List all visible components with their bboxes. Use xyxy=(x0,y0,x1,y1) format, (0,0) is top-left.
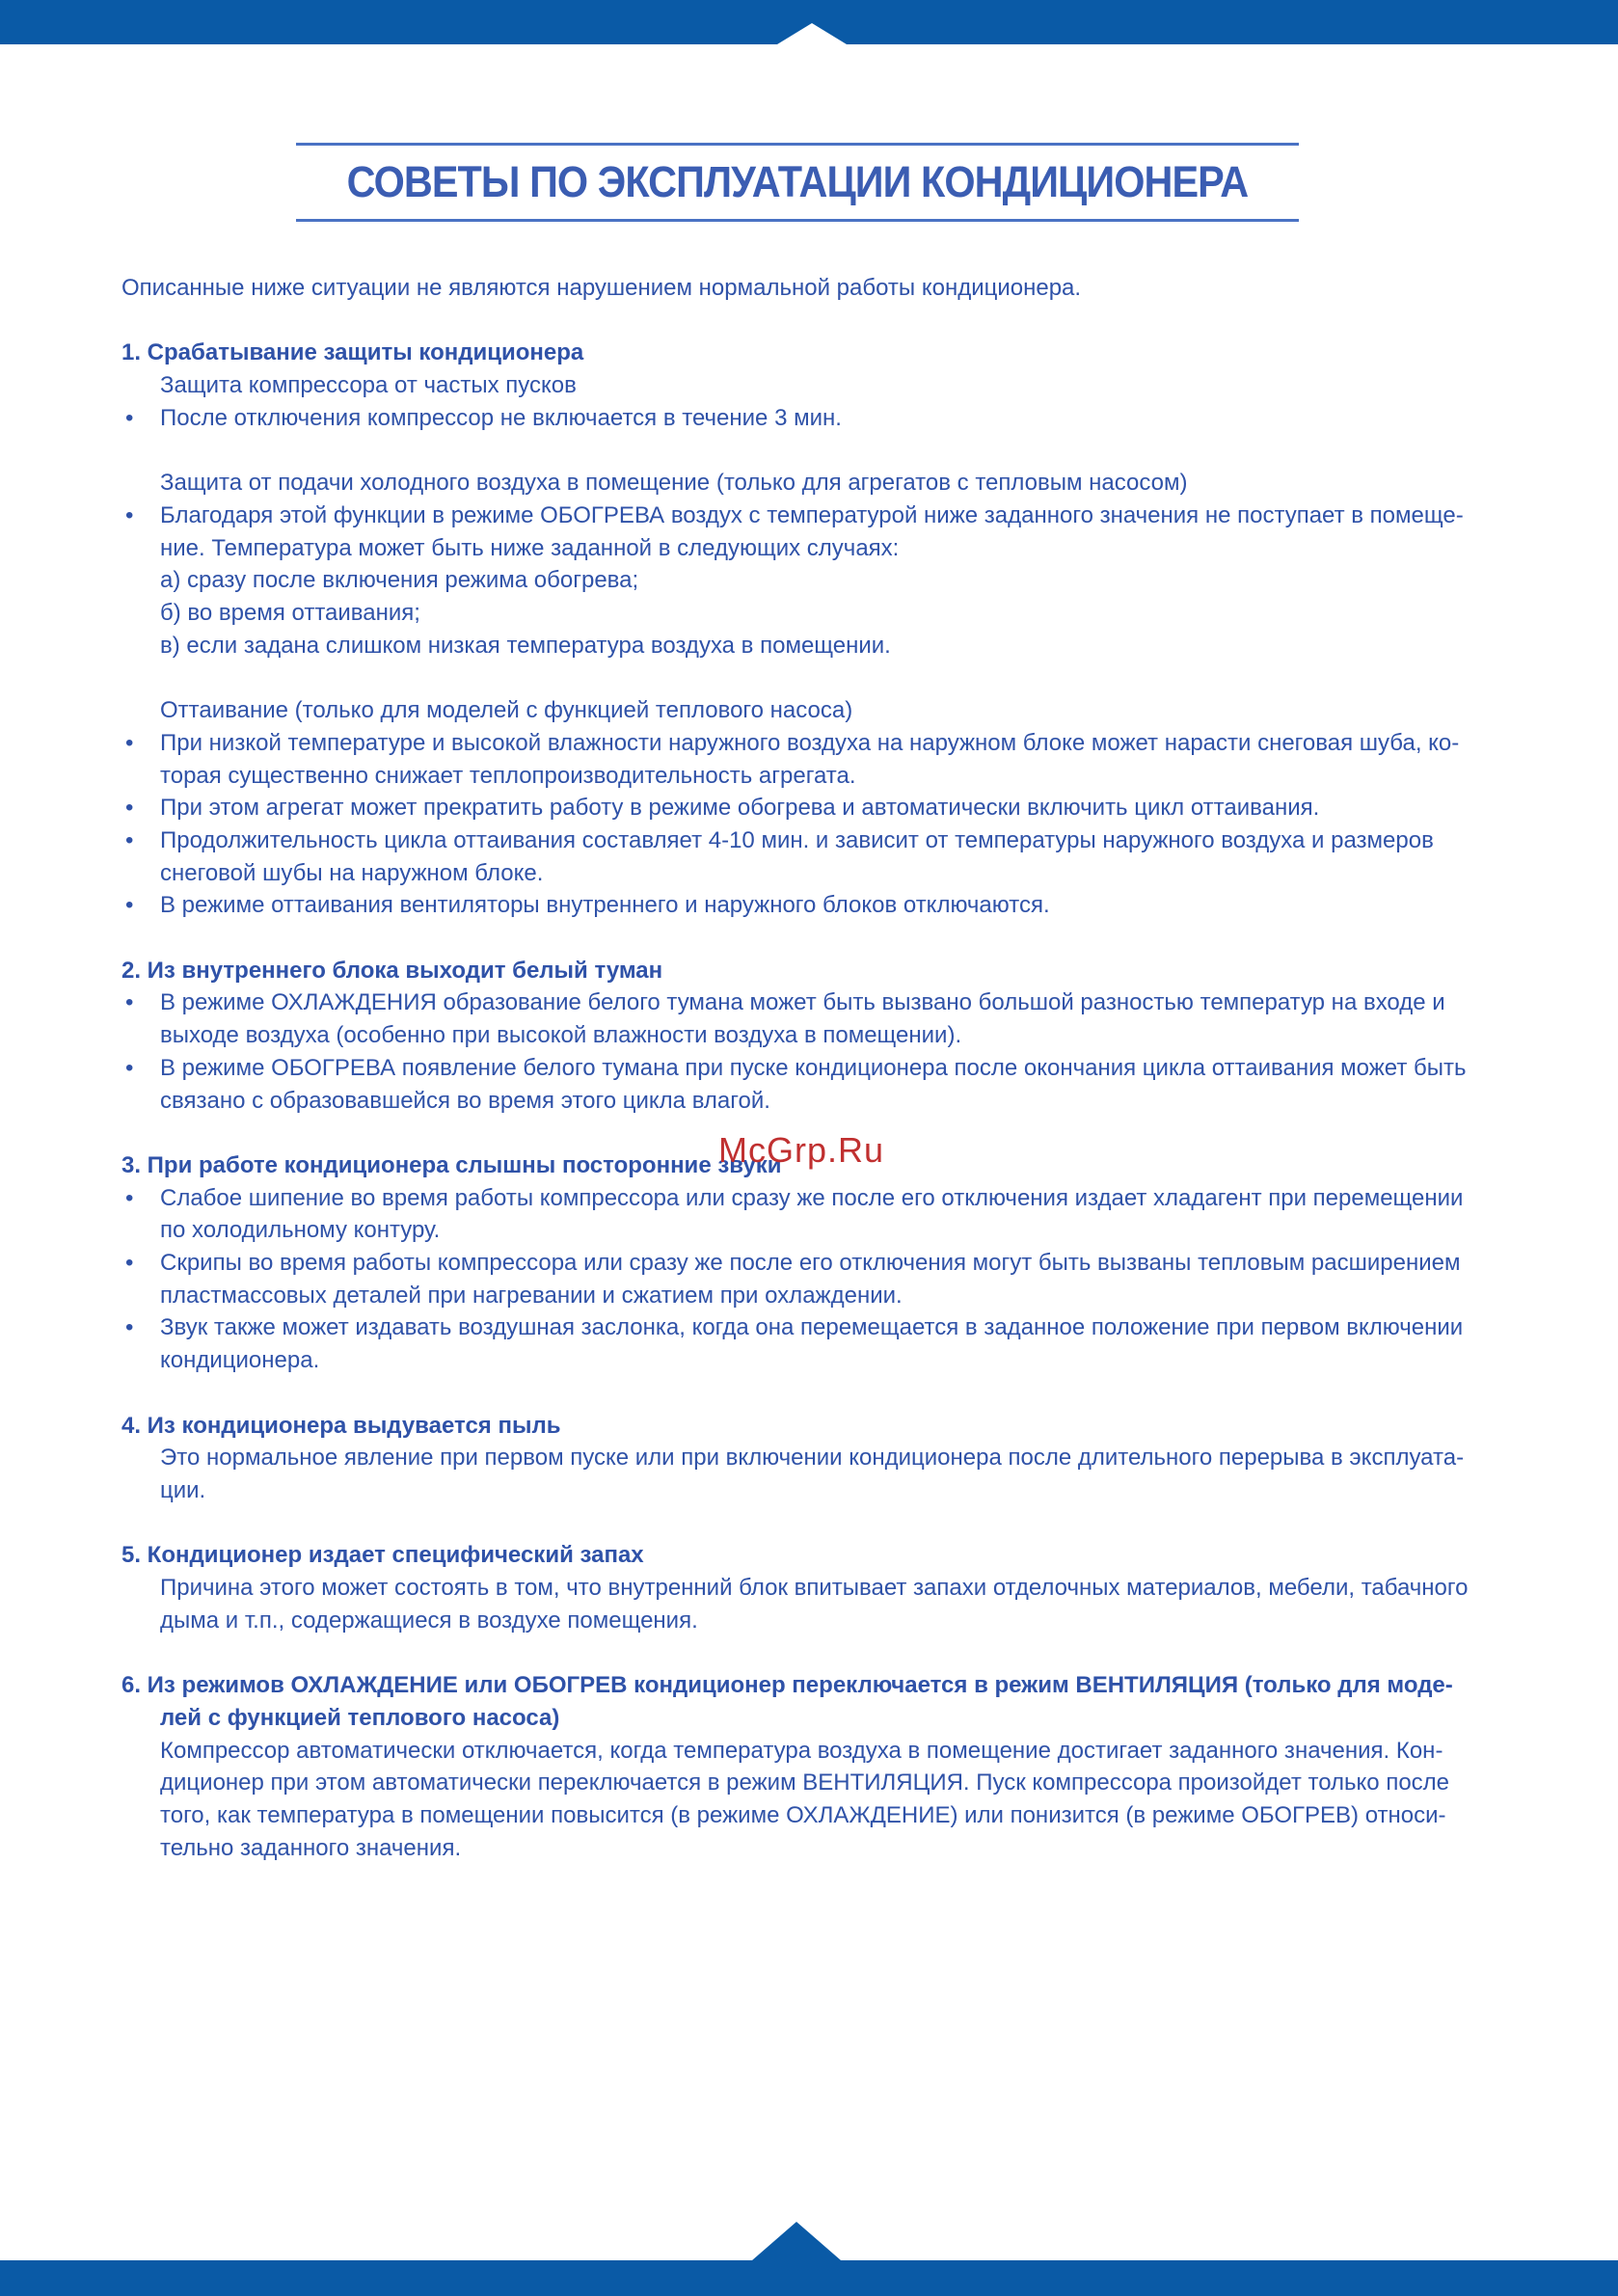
paragraph-line: ции. xyxy=(160,1476,206,1503)
bullet-item xyxy=(121,727,1495,760)
bullet-text: Продолжительность цикла оттаивания составляет 4-10 мин. и зависит от температуры наружного воздуха и размеров xyxy=(160,826,1434,853)
bullet-text: Благодаря этой функции в режиме ОБОГРЕВА воздух с температурой ниже заданного значения не поступает в помеще- xyxy=(160,501,1464,528)
paragraph-line: диционер при этом автоматически переключается в режим ВЕНТИЛЯЦИЯ. Пуск компрессора произойдет только после xyxy=(160,1769,1450,1796)
bullet-icon: • xyxy=(125,989,134,1016)
paragraph-line: дыма и т.п., содержащиеся в воздухе помещения. xyxy=(160,1607,698,1634)
list-subitem: а) сразу после включения режима обогрева; xyxy=(160,567,639,594)
bullet-item xyxy=(121,824,1495,857)
section-3-heading: 3. При работе кондиционера слышны посторонние звуки xyxy=(121,1151,782,1178)
document-body xyxy=(121,272,1495,1864)
bullet-item xyxy=(121,500,1495,532)
paragraph-line: Это нормальное явление при первом пуске или при включении кондиционера после длительного перерыва в эксплуата- xyxy=(160,1445,1465,1472)
paragraph-line: Компрессор автоматически отключается, когда температура воздуха в помещение достигает заданного значения. Кон- xyxy=(160,1737,1443,1764)
bullet-item xyxy=(121,1311,1495,1344)
bullet-text: При этом агрегат может прекратить работу в режиме обогрева и автоматически включить цикл оттаивания. xyxy=(160,795,1320,822)
section-1-subheading: Оттаивание (только для моделей с функцией теплового насоса) xyxy=(160,697,853,724)
bullet-continuation: кондиционера. xyxy=(160,1347,320,1374)
watermark-text: McGrp.Ru xyxy=(718,1130,885,1170)
list-subitem: в) если задана слишком низкая температура воздуха в помещении. xyxy=(160,632,891,659)
bullet-item xyxy=(121,1052,1495,1085)
bullet-continuation: снеговой шубы на наружном блоке. xyxy=(160,859,544,886)
section-2-heading: 2. Из внутреннего блока выходит белый туман xyxy=(121,957,663,984)
bullet-text: В режиме ОХЛАЖДЕНИЯ образование белого тумана может быть вызвано большой разностью температур на входе и xyxy=(160,989,1445,1016)
bullet-item xyxy=(121,1182,1495,1215)
bullet-item xyxy=(121,792,1495,824)
section-4-heading: 4. Из кондиционера выдувается пыль xyxy=(121,1412,561,1439)
bullet-icon: • xyxy=(125,1314,134,1341)
bullet-icon: • xyxy=(125,1250,134,1277)
bullet-icon: • xyxy=(125,795,134,822)
bullet-icon: • xyxy=(125,1054,134,1081)
section-6-heading-continuation: лей с функцией теплового насоса) xyxy=(160,1704,560,1731)
intro-text: Описанные ниже ситуации не являются нарушением нормальной работы кондиционера. xyxy=(121,275,1082,301)
bullet-continuation: торая существенно снижает теплопроизводительность агрегата. xyxy=(160,762,856,789)
bullet-continuation: ние. Температура может быть ниже заданной в следующих случаях: xyxy=(160,534,900,561)
bullet-icon: • xyxy=(125,892,134,919)
paragraph-line: тельно заданного значения. xyxy=(160,1834,462,1861)
bullet-icon: • xyxy=(125,1184,134,1211)
bullet-continuation: выходе воздуха (особенно при высокой влажности воздуха в помещении). xyxy=(160,1022,962,1049)
section-1-subheading: Защита от подачи холодного воздуха в помещение (только для агрегатов с тепловым насосом) xyxy=(160,470,1188,497)
bullet-item xyxy=(121,402,1495,435)
bullet-text: Скрипы во время работы компрессора или сразу же после его отключения могут быть вызваны тепловым расширением xyxy=(160,1250,1461,1277)
bullet-continuation: связано с образовавшейся во время этого цикла влагой. xyxy=(160,1087,770,1114)
bullet-icon: • xyxy=(125,729,134,756)
bullet-text: В режиме оттаивания вентиляторы внутреннего и наружного блоков отключаются. xyxy=(160,892,1050,919)
paragraph-line: того, как температура в помещении повысится (в режиме ОХЛАЖДЕНИЕ) или понизится (в режиме ОБОГРЕВ) относи- xyxy=(160,1801,1446,1828)
bullet-item xyxy=(121,889,1495,922)
section-1-subheading: Защита компрессора от частых пусков xyxy=(160,372,577,399)
bullet-continuation: пластмассовых деталей при нагревании и сжатием при охлаждении. xyxy=(160,1282,903,1309)
bullet-icon: • xyxy=(125,501,134,528)
bullet-continuation: по холодильному контуру. xyxy=(160,1217,441,1244)
bullet-icon: • xyxy=(125,826,134,853)
title-block xyxy=(296,143,1299,222)
section-1-heading: 1. Срабатывание защиты кондиционера xyxy=(121,339,584,366)
page-title: СОВЕТЫ ПО ЭКСПЛУАТАЦИИ КОНДИЦИОНЕРА xyxy=(346,157,1249,206)
bullet-item xyxy=(121,986,1495,1019)
bullet-icon: • xyxy=(125,404,134,431)
bottom-band xyxy=(0,2260,1618,2296)
list-subitem: б) во время оттаивания; xyxy=(160,600,420,626)
bullet-text: В режиме ОБОГРЕВА появление белого тумана при пуске кондиционера после окончания цикла оттаивания может быть xyxy=(160,1054,1467,1081)
bullet-item xyxy=(121,1247,1495,1280)
section-6-heading: 6. Из режимов ОХЛАЖДЕНИЕ или ОБОГРЕВ кондиционер переключается в режим ВЕНТИЛЯЦИЯ (только для моде- xyxy=(121,1672,1453,1699)
paragraph-line: Причина этого может состоять в том, что внутренний блок впитывает запахи отделочных материалов, мебели, табачного xyxy=(160,1575,1469,1602)
bullet-text: Слабое шипение во время работы компрессора или сразу же после его отключения издает хладагент при перемещении xyxy=(160,1184,1464,1211)
bullet-text: Звук также может издавать воздушная заслонка, когда она перемещается в заданное положение при первом включении xyxy=(160,1314,1464,1341)
bullet-text: После отключения компрессор не включается в течение 3 мин. xyxy=(160,404,842,431)
bullet-text: При низкой температуре и высокой влажности наружного воздуха на наружном блоке может нарасти снеговая шуба, ко- xyxy=(160,729,1460,756)
top-notch xyxy=(777,23,847,44)
section-5-heading: 5. Кондиционер издает специфический запах xyxy=(121,1542,644,1569)
bottom-notch xyxy=(752,2222,841,2260)
